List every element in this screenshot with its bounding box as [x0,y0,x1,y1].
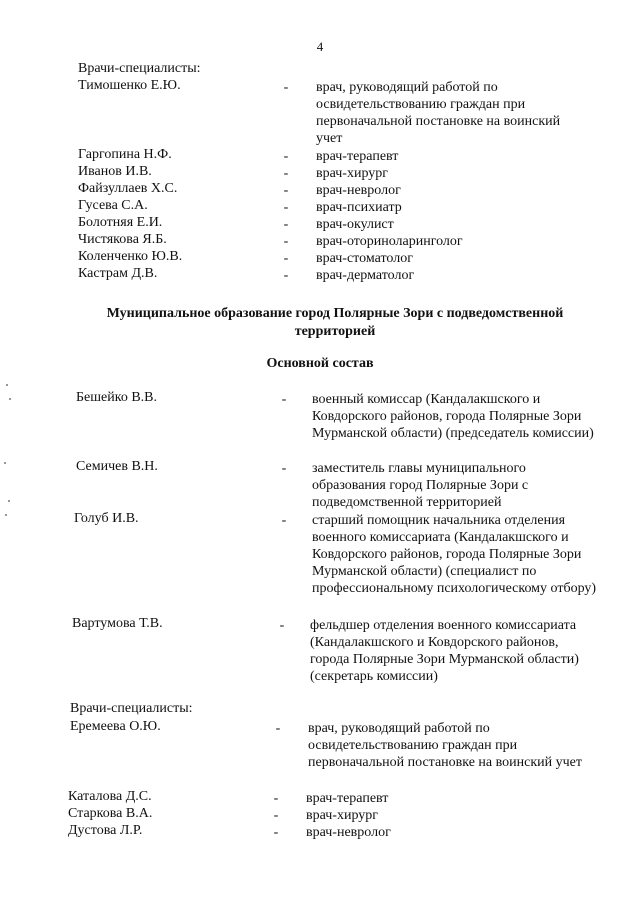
dash: - [275,721,281,736]
member-role: врач-хирург [306,808,379,823]
member-role: врач-терапевт [306,791,389,806]
member-role: военный комиссар (Кандалакшского и Ковдорского районов, города Полярные Зори Мурманской области) (председатель комиссии) [312,392,594,441]
scan-speck [9,398,11,400]
dash: - [283,268,289,283]
member-role: врач-стоматолог [316,251,413,266]
dash: - [283,166,289,181]
member-role: врач-невролог [306,825,391,840]
member-name: Гусева С.А. [78,198,148,213]
specialists-label: Врачи-специалисты: [78,61,201,76]
dash: - [281,461,287,476]
dash: - [281,513,287,528]
member-name: Голуб И.В. [74,511,139,526]
member-role: врач, руководящий работой по освидетельствованию граждан при первоначальной постановке на воинский учет [308,721,583,770]
scan-speck [4,462,6,464]
member-role: врач-психиатр [316,200,402,215]
scan-speck [6,384,8,386]
member-role: врач-оториноларинголог [316,234,463,249]
member-name: Еремеева О.Ю. [70,719,161,734]
member-role: врач, руководящий работой по освидетельствованию граждан при первоначальной постановке на воинский учет [316,80,561,146]
municipality-heading: Муниципальное образование город Полярные Зори с подведомственной территорией [106,306,564,339]
scan-speck [5,514,7,516]
dash: - [273,825,279,840]
dash: - [273,791,279,806]
dash: - [283,149,289,164]
member-name: Каталова Д.С. [68,789,152,804]
member-name: Коленченко Ю.В. [78,249,183,264]
member-name: Иванов И.В. [78,164,152,179]
member-name: Кастрам Д.В. [78,266,158,281]
member-name: Гаргопина Н.Ф. [78,147,172,162]
member-role: старший помощник начальника отделения военного комиссариата (Кандалакшского и Ковдорского районов, города Полярные Зори Мурманской области) (специалист по профессиональному психологическому отбору) [312,513,597,596]
member-role: врач-хирург [316,166,389,181]
scan-speck [8,500,10,502]
specialists-label: Врачи-специалисты: [70,701,193,716]
dash: - [283,183,289,198]
dash: - [273,808,279,823]
dash: - [283,234,289,249]
dash: - [283,80,289,95]
member-name: Старкова В.А. [68,806,153,821]
member-name: Болотняя Е.И. [78,215,163,230]
composition-heading: Основной состав [266,356,374,371]
dash: - [279,618,285,633]
dash: - [281,392,287,407]
member-name: Чистякова Я.Б. [78,232,167,247]
member-role: врач-терапевт [316,149,399,164]
member-name: Тимошенко Е.Ю. [78,78,181,93]
member-role: заместитель главы муниципального образования город Полярные Зори с подведомственной территорией [312,461,529,510]
dash: - [283,251,289,266]
page-number: 4 [316,39,324,54]
member-name: Семичев В.Н. [76,459,158,474]
member-role: фельдшер отделения военного комиссариата (Кандалакшского и Ковдорского районов, города Полярные Зори Мурманской области) (секретарь комиссии) [310,618,579,684]
dash: - [283,200,289,215]
member-role: врач-окулист [316,217,394,232]
member-role: врач-невролог [316,183,401,198]
member-name: Дустова Л.Р. [68,823,143,838]
member-name: Файзуллаев Х.С. [78,181,178,196]
member-name: Бешейко В.В. [76,390,158,405]
dash: - [283,217,289,232]
member-role: врач-дерматолог [316,268,415,283]
member-name: Вартумова Т.В. [72,616,163,631]
